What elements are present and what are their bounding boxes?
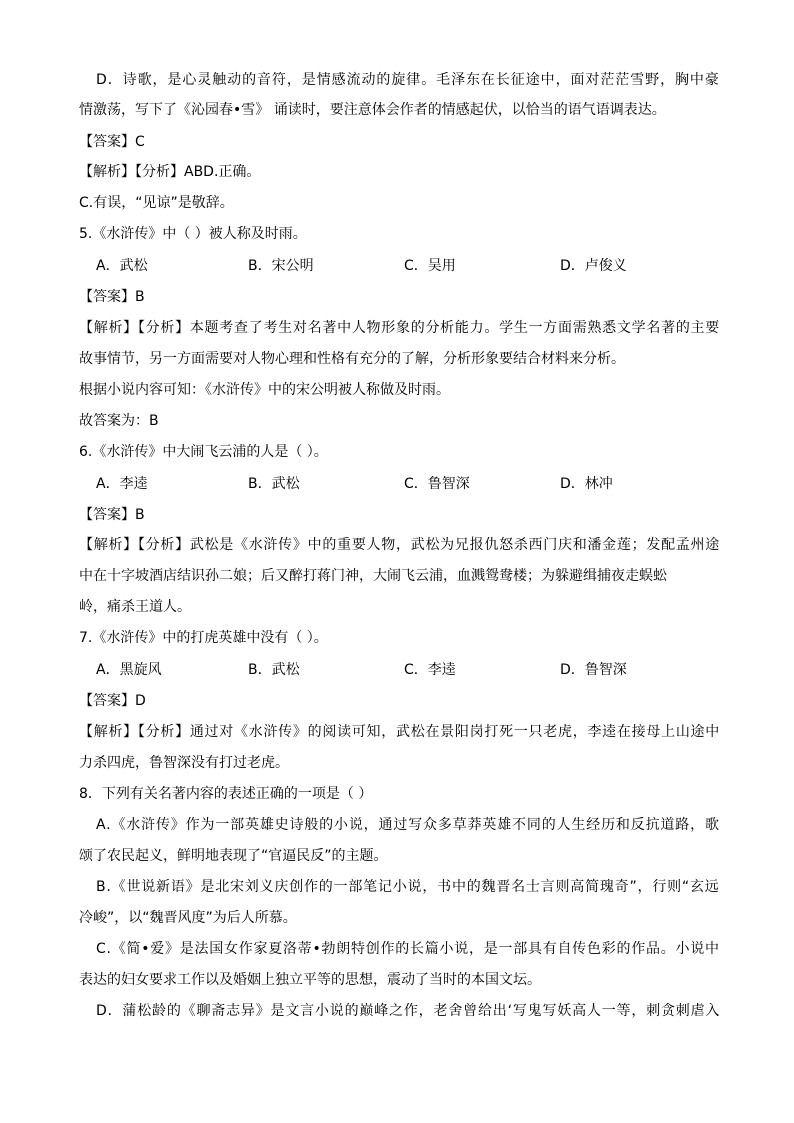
text-line: 力杀四虎，鲁智深没有打过老虎。 <box>79 755 289 771</box>
text-line: 根据小说内容可知：《水浒传》中的宋公明被人称做及时雨。 <box>79 382 450 398</box>
text-line: 颂了农民起义，鲜明地表现了“官逼民反”的主题。 <box>79 848 388 864</box>
text-line: 情激荡，写下了《沁园春•雪》 诵读时，要注意体会作者的情感起伏，以恰当的语气语调表达。 <box>79 102 666 118</box>
answer-option: D．卢俊义 <box>560 258 627 274</box>
text-line: 8．下列有关名著内容的表述正确的一项是（ ） <box>79 786 373 802</box>
text-line: D．蒲松龄的《聊斋志异》是文言小说的巅峰之作，老舍曾给出‘写鬼写妖高人一等，刺贪刺虐入 <box>96 1003 721 1019</box>
text-line: C.有误，“见谅”是敬辞。 <box>79 195 234 211</box>
text-line: 【答案】B <box>79 507 145 523</box>
text-line: 冷峻”，以“魏晋风度”为后人所慕。 <box>79 910 297 926</box>
text-line: 【解析】【分析】ABD.正确。 <box>79 164 261 180</box>
answer-option: C．李逵 <box>404 662 456 678</box>
answer-option: A．黑旋风 <box>96 662 162 678</box>
text-line: 故事情节，另一方面需要对人物心理和性格有充分的了解，分析形象要结合材料来分析。 <box>79 351 625 367</box>
answer-option: C．吴用 <box>404 258 456 274</box>
answer-option: B．武松 <box>248 476 300 492</box>
text-line: 故答案为：B <box>79 413 159 429</box>
text-line: 【答案】B <box>79 289 145 305</box>
text-line: 【答案】D <box>79 693 146 709</box>
text-line: C.《简•爱》是法国女作家夏洛蒂•勃朗特创作的长篇小说，是一部具有自传色彩的作品。小说中 <box>96 941 720 957</box>
text-line: 【解析】【分析】武松是《水浒传》中的重要人物，武松为兄报仇怒杀西门庆和潘金莲；发配孟州途 <box>79 537 720 553</box>
answer-option: B．武松 <box>248 662 300 678</box>
answer-option: D．鲁智深 <box>560 662 627 678</box>
text-line: B.《世说新语》是北宋刘义庆创作的一部笔记小说，书中的魏晋名士言则高简瑰奇”，行则“玄远 <box>96 879 720 895</box>
text-line: 7.《水浒传》中的打虎英雄中没有（ ）。 <box>79 630 328 646</box>
answer-option: A．武松 <box>96 258 148 274</box>
text-line: 6.《水浒传》中大闹飞云浦的人是（ ）。 <box>79 444 328 460</box>
text-line: A.《水浒传》作为一部英雄史诗般的小说，通过写众多草莽英雄不同的人生经历和反抗道路，歌 <box>96 817 720 833</box>
text-line: 【解析】【分析】通过对《水浒传》的阅读可知，武松在景阳岗打死一只老虎，李逵在接母上山途中 <box>79 724 720 740</box>
answer-option: A．李逵 <box>96 476 148 492</box>
text-line: 【答案】C <box>79 134 145 150</box>
text-line: 5.《水浒传》中（ ）被人称及时雨。 <box>79 226 307 242</box>
text-line: 中在十字坡酒店结识孙二娘；后又醉打蒋门神，大闹飞云浦，血溅鸳鸯楼；为躲避缉捕夜走蜈蚣 <box>79 568 667 584</box>
answer-option: B．宋公明 <box>248 258 314 274</box>
answer-option: C．鲁智深 <box>404 476 470 492</box>
text-line: 岭，痛杀王道人。 <box>79 599 191 615</box>
text-line: 【解析】【分析】本题考查了考生对名著中人物形象的分析能力。学生一方面需熟悉文学名著的主要 <box>79 320 720 336</box>
text-line: 表达的妇女要求工作以及婚姻上独立平等的思想，震动了当时的本国文坛。 <box>79 972 541 988</box>
text-line: D．诗歌，是心灵触动的音符，是情感流动的旋律。毛泽东在长征途中，面对茫茫雪野，胸中豪 <box>96 72 720 88</box>
answer-option: D．林冲 <box>560 476 613 492</box>
